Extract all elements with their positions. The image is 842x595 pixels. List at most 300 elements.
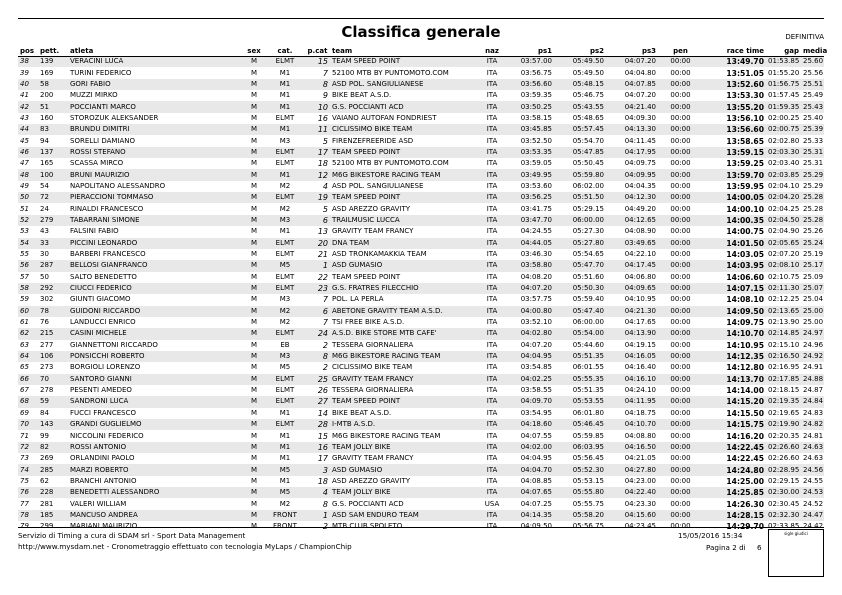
cell-team: CICLISSIMO BIKE TEAM [332,363,413,372]
cell-race-time: 13:59.25 [726,159,764,169]
cell-ps1: 04:00.80 [506,306,554,317]
cell-ps3: 04:09.30 [624,113,656,122]
table-row [18,510,824,521]
cell-ps1: 04:07.55 [520,431,552,440]
cell-atleta: GUIDONI RICCARDO [68,306,243,317]
cell-media: 25.49 [803,91,824,100]
cell-naz: ITA [478,101,506,112]
cell-pen: 00:00 [670,363,691,372]
cell-naz: ITA [486,408,498,417]
cell-ps3: 04:18.75 [624,408,656,417]
table-row [18,340,824,351]
cell-race-time: 14:15.50 [726,408,764,418]
cell-cat: ELMT [275,113,295,122]
cell-race-time: 14:01.50 [703,238,766,249]
cell-ps2: 05:46.75 [572,91,604,100]
cell-ps1: 03:53.60 [520,181,552,190]
cell-pen: 00:00 [670,181,691,190]
cell-ps3: 03:49.65 [606,238,658,249]
table-row [18,362,824,373]
cell-race-time: 14:22.45 [726,454,764,464]
cell-ps3: 04:22.40 [606,487,658,498]
cell-media: 24.87 [803,386,824,395]
cell-race-time: 13:56.10 [726,113,764,123]
cell-pen: 00:00 [658,283,703,294]
cell-cat: EB [280,340,290,349]
cell-gap: 02:02.80 [768,136,800,145]
cell-pos: 70 [18,419,38,430]
cell-pos: 60 [18,306,38,317]
page-title: Classifica generale [341,23,501,41]
results-body [18,56,824,532]
cell-cat: M2 [279,318,291,327]
cell-atleta: VERACINI LUCA [68,56,243,67]
cell-ps1: 03:57.75 [520,295,552,304]
cell-cat: M5 [265,487,305,498]
cell-sex: M [243,215,265,226]
cell-pett: 50 [40,272,49,281]
cell-pcat: 11 [305,124,330,135]
cell-cat: ELMT [275,386,295,395]
cell-pett: 78 [38,306,68,317]
cell-cat: ELMT [265,328,305,339]
cell-media: 25.07 [801,283,824,294]
cell-ps2: 05:27.80 [554,238,606,249]
cell-pen: 00:00 [658,351,703,362]
cell-pen: 00:00 [658,374,703,385]
cell-ps3: 04:04.80 [624,68,656,77]
cell-ps2: 05:55.35 [554,374,606,385]
cell-race-time: 13:51.05 [726,68,764,78]
cell-atleta: SANTORO GIANNI [68,374,243,385]
cell-pcat: 8 [305,351,330,362]
cell-sex: M [250,363,258,372]
cell-cat: ELMT [275,159,295,168]
cell-cat: M1 [279,476,291,485]
cell-atleta: ROSSI ANTONIO [68,442,243,453]
cell-atleta: ORLANDINI PAOLO [70,454,135,463]
cell-ps1: 04:09.70 [506,396,554,407]
cell-pcat: 22 [317,272,328,282]
cell-team: A.S.D. BIKE STORE MTB CAFE' [330,328,478,339]
cell-gap: 02:07.20 [768,250,800,259]
cell-pos: 75 [20,476,29,485]
cell-pett: 200 [40,91,54,100]
cell-pett: 281 [40,499,54,508]
col-race-time: race time [726,46,764,55]
cell-ps2: 05:50.45 [572,159,604,168]
cell-team: ABETONE GRAVITY TEAM A.S.D. [330,306,478,317]
cell-media: 25.29 [801,169,824,180]
cell-pos: 57 [20,272,29,281]
cell-race-time: 13:59.70 [703,169,766,180]
cell-pen: 00:00 [658,79,703,90]
cell-gap: 02:26.60 [766,442,801,453]
cell-sex: M [250,454,258,463]
cell-sex: M [243,56,265,67]
cell-media: 24.91 [803,363,824,372]
table-row [18,158,824,169]
cell-media: 24.88 [801,374,824,385]
cell-cat: ELMT [275,250,295,259]
table-row [18,79,824,90]
cell-pett: 302 [40,295,54,304]
cell-pos: 58 [18,283,38,294]
cell-ps3: 04:21.30 [606,306,658,317]
cell-pen: 00:00 [670,499,691,508]
cell-pos: 51 [20,204,29,213]
cell-race-time: 14:03.05 [726,250,764,260]
cell-naz: ITA [486,204,498,213]
cell-ps3: 04:17.45 [606,260,658,271]
cell-pcat: 18 [317,159,328,169]
cell-race-time: 14:00.10 [726,204,764,214]
table-row [18,215,824,226]
table-row [18,317,824,328]
cell-team: TEAM JOLLY BIKE [330,487,478,498]
cell-pett: 273 [40,363,54,372]
cell-naz: ITA [478,79,506,90]
cell-pett: 54 [40,181,49,190]
cell-pcat: 15 [305,56,330,67]
table-row [18,328,824,339]
cell-pcat: 7 [322,68,328,78]
cell-ps1: 04:08.85 [520,476,552,485]
cell-cat: M1 [279,454,291,463]
cell-pcat: 7 [322,318,328,328]
cell-atleta: NICCOLINI FEDERICO [70,431,144,440]
cell-atleta: VALERI WILLIAM [70,499,127,508]
cell-pett: 215 [38,328,68,339]
cell-media: 25.17 [801,260,824,271]
cell-team: ASD SAM ENDURO TEAM [330,510,478,521]
cell-naz: ITA [486,295,498,304]
cell-ps1: 03:53.35 [506,147,554,158]
results-table [18,45,828,532]
cell-pos: 53 [20,227,29,236]
cell-pett: 143 [38,419,68,430]
cell-pos: 50 [18,192,38,203]
cell-ps2: 05:47.70 [554,260,606,271]
col-ps2: ps2 [589,46,604,55]
cell-naz: ITA [478,419,506,430]
cell-pos: 71 [20,431,29,440]
cell-cat: ELMT [265,238,305,249]
cell-pen: 00:00 [670,318,691,327]
cell-pen: 00:00 [658,124,703,135]
cell-ps1: 04:07.20 [520,340,552,349]
table-row [18,67,824,78]
cell-sex: M [250,408,258,417]
cell-pett: 94 [40,136,49,145]
cell-sex: M [250,272,258,281]
cell-team: BIKE BEAT A.S.D. [332,408,392,417]
cell-cat: M3 [279,136,291,145]
cell-ps1: 03:49.95 [506,169,554,180]
cell-gap: 02:16.50 [766,351,801,362]
cell-pen: 00:00 [670,136,691,145]
cell-gap: 02:19.65 [768,408,800,417]
cell-pett: 58 [38,79,68,90]
cell-gap: 02:04.25 [768,204,800,213]
header-rule [18,56,824,57]
cell-pen: 00:00 [658,464,703,475]
cell-pett: 285 [38,464,68,475]
cell-media: 25.26 [803,227,824,236]
cell-sex: M [250,318,258,327]
cell-pcat: 14 [317,408,328,418]
cell-ps2: 05:27.30 [572,227,604,236]
cell-ps1: 04:08.20 [520,272,552,281]
cell-media: 25.24 [801,238,824,249]
cell-cat: FRONT [265,510,305,521]
cell-pen: 00:00 [670,431,691,440]
cell-team: G.S. POCCIANTI ACD [332,499,404,508]
cell-pcat: 4 [305,487,330,498]
cell-ps3: 04:07.85 [606,79,658,90]
cell-sex: M [243,147,265,158]
cell-atleta: BARBERI FRANCESCO [70,250,146,259]
cell-pos: 59 [20,295,29,304]
cell-ps1: 04:02.80 [506,328,554,339]
cell-media: 25.40 [803,113,824,122]
cell-ps2: 05:29.15 [572,204,604,213]
cell-ps2: 05:57.45 [554,124,606,135]
cell-ps2: 05:48.65 [572,113,604,122]
cell-sex: M [250,227,258,236]
cell-naz: ITA [486,136,498,145]
table-row [18,169,824,180]
cell-media: 25.29 [803,181,824,190]
cell-ps3: 04:09.65 [606,283,658,294]
cell-ps1: 03:46.30 [520,250,552,259]
cell-ps3: 04:15.60 [606,510,658,521]
cell-gap: 02:04.20 [766,192,801,203]
cell-team: TEAM JOLLY BIKE [330,442,478,453]
cell-pos: 39 [20,68,29,77]
cell-pen: 00:00 [658,147,703,158]
cell-pcat: 4 [322,181,328,191]
cell-ps3: 04:49.20 [624,204,656,213]
cell-gap: 02:11.30 [766,283,801,294]
cell-team: GRAVITY TEAM FRANCY [332,227,414,236]
cell-team: TEAM SPEED POINT [330,147,478,158]
cell-media: 25.28 [801,192,824,203]
cell-atleta: CIUCCI FEDERICO [68,283,243,294]
cell-atleta: MANCUSO ANDREA [68,510,243,521]
cell-ps2: 05:51.60 [572,272,604,281]
cell-pen: 00:00 [670,340,691,349]
cell-atleta: BELLOSI GIANFRANCO [68,260,243,271]
cell-pos: 69 [20,408,29,417]
cell-ps1: 04:18.60 [506,419,554,430]
cell-cat: FRONT [273,522,297,531]
cell-ps2: 05:50.30 [554,283,606,294]
cell-atleta: RINALDI FRANCESCO [70,204,144,213]
cell-pos: 73 [20,454,29,463]
cell-pos: 46 [18,147,38,158]
cell-pcat: 9 [322,91,328,101]
cell-race-time: 14:10.95 [726,340,764,350]
cell-ps1: 03:52.10 [520,318,552,327]
cell-ps1: 03:41.75 [520,204,552,213]
cell-ps2: 05:47.40 [554,306,606,317]
cell-media: 25.31 [803,159,824,168]
cell-team: TSI FREE BIKE A.S.D. [332,318,405,327]
cell-cat: M5 [279,363,291,372]
table-row [18,181,824,192]
cell-ps1: 04:04.70 [506,464,554,475]
cell-cat: M2 [279,499,291,508]
cell-atleta: FUCCI FRANCESCO [70,408,136,417]
cell-pett: 99 [40,431,49,440]
table-row [18,56,824,67]
cell-naz: ITA [478,396,506,407]
cell-pen: 00:00 [658,238,703,249]
cell-gap: 02:28.95 [766,464,801,475]
cell-pcat: 12 [305,169,330,180]
table-row [18,419,824,430]
cell-gap: 02:04.10 [768,181,800,190]
cell-cat: M1 [279,431,291,440]
cell-atleta: BRUNDU DIMITRI [68,124,243,135]
cell-gap: 02:14.85 [766,328,801,339]
cell-pen: 00:00 [658,442,703,453]
cell-pen: 00:00 [658,192,703,203]
cell-pcat: 5 [322,204,328,214]
cell-ps3: 04:21.40 [606,101,658,112]
cell-ps3: 04:11.45 [624,136,656,145]
cell-pen: 00:00 [658,101,703,112]
cell-naz: ITA [486,91,498,100]
cell-pcat: 20 [305,238,330,249]
cell-race-time: 13:59.15 [703,147,766,158]
cell-ps1: 03:47.70 [506,215,554,226]
cell-naz: ITA [478,351,506,362]
cell-team: CICLISSIMO BIKE TEAM [330,124,478,135]
table-row [18,351,824,362]
cell-naz: ITA [478,306,506,317]
cell-pett: 82 [38,442,68,453]
cell-ps3: 04:17.95 [606,147,658,158]
table-row [18,374,824,385]
cell-pett: 70 [38,374,68,385]
cell-ps1: 03:45.85 [506,124,554,135]
cell-pcat: 10 [305,101,330,112]
cell-atleta: FALSINI FABIO [70,227,119,236]
cell-gap: 02:00.75 [766,124,801,135]
cell-sex: M [250,91,258,100]
cell-pos: 49 [20,181,29,190]
cell-gap: 02:05.65 [766,238,801,249]
cell-sex: M [243,79,265,90]
cell-cat: M1 [265,79,305,90]
cell-ps1: 03:54.95 [520,408,552,417]
cell-atleta: CASINI MICHELE [68,328,243,339]
cell-sex: M [243,464,265,475]
cell-gap: 01:57.45 [768,91,800,100]
cell-pen: 00:00 [658,487,703,498]
cell-gap: 02:04.90 [768,227,800,236]
cell-atleta: ROSSI STEFANO [68,147,243,158]
cell-gap: 02:29.15 [768,476,800,485]
cell-media: 25.28 [801,215,824,226]
cell-gap: 02:16.95 [768,363,800,372]
cell-pett: 51 [38,101,68,112]
table-row [18,90,824,101]
cell-naz: ITA [486,454,498,463]
table-row [18,260,824,271]
cell-race-time: 14:22.45 [703,442,766,453]
cell-media: 25.31 [801,147,824,158]
cell-media: 24.82 [801,419,824,430]
cell-pett: 139 [38,56,68,67]
cell-pett: 84 [40,408,49,417]
cell-ps1: 03:59.05 [520,159,552,168]
cell-team: M6G BIKESTORE RACING TEAM [330,169,478,180]
cell-sex: M [243,374,265,385]
cell-team: ASD POL. SANGIULIANESE [332,181,424,190]
cell-cat: ELMT [265,192,305,203]
cell-pett: 106 [38,351,68,362]
table-row [18,113,824,124]
cell-ps2: 05:55.80 [554,487,606,498]
cell-atleta: GIUNTI GIACOMO [70,295,131,304]
cell-race-time: 13:56.60 [703,124,766,135]
cell-pcat: 23 [305,283,330,294]
cell-ps1: 03:58.15 [520,113,552,122]
cell-ps2: 05:55.75 [572,499,604,508]
cell-team: G.S. POCCIANTI ACD [330,101,478,112]
cell-pen: 00:00 [658,510,703,521]
cell-cat: M1 [279,408,291,417]
cell-ps1: 03:56.75 [520,68,552,77]
cell-naz: ITA [478,56,506,67]
table-row [18,124,824,135]
cell-pos: 74 [18,464,38,475]
cell-ps1: 04:09.50 [520,522,552,531]
cell-pcat: 27 [305,396,330,407]
cell-pett: 165 [40,159,54,168]
cell-media: 24.56 [801,464,824,475]
cell-race-time: 14:03.95 [703,260,766,271]
cell-cat: M1 [265,442,305,453]
cell-pcat: 8 [322,499,328,509]
cell-cat: M1 [265,101,305,112]
cell-ps2: 05:56.45 [572,454,604,463]
cell-atleta: SALTO BENEDETTO [70,272,137,281]
cell-pos: 43 [20,113,29,122]
cell-gap: 02:03.40 [768,159,800,168]
cell-ps2: 05:53.55 [554,396,606,407]
cell-team: FIRENZEFREERIDE ASD [332,136,414,145]
cell-team: TEAM SPEED POINT [330,56,478,67]
cell-race-time: 14:25.85 [703,487,766,498]
cell-pos: 76 [18,487,38,498]
cell-naz: ITA [486,431,498,440]
cell-race-time: 13:59.95 [726,181,764,191]
cell-sex: M [250,136,258,145]
col-pos: pos [20,46,34,55]
cell-ps2: 06:02.00 [572,181,604,190]
cell-ps2: 06:00.00 [572,318,604,327]
cell-cat: ELMT [265,56,305,67]
cell-pett: 76 [40,318,49,327]
cell-pos: 54 [18,238,38,249]
cell-pett: 169 [40,68,54,77]
cell-ps2: 05:53.15 [572,476,604,485]
cell-ps3: 04:23.45 [624,522,656,531]
